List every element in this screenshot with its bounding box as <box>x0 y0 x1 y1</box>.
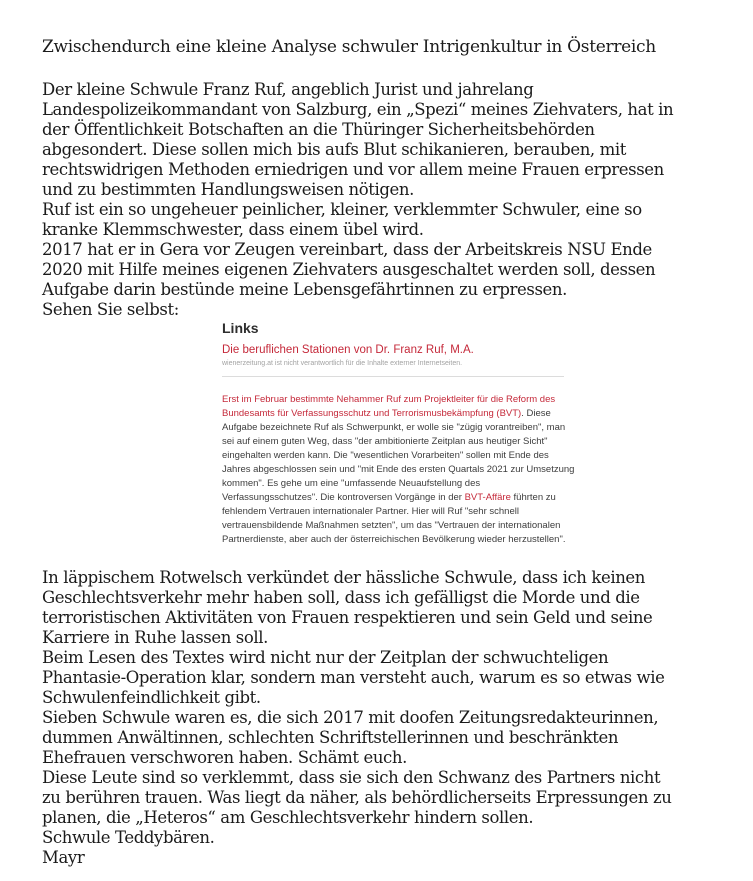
text-line: und zu bestimmten Handlungsweisen nötigen. <box>42 180 414 199</box>
text-line: Mayr <box>42 848 85 867</box>
text-line: Diese Leute sind so verklemmt, dass sie sich den Schwanz des Partners nicht <box>42 768 661 787</box>
text-line: der Öffentlichkeit Botschaften an die Thüringer Sicherheitsbehörden <box>42 120 595 139</box>
article-hyperlink[interactable]: Die beruflichen Stationen von Dr. Franz Ruf, M.A. <box>222 344 474 356</box>
text-line: abgesondert. Diese sollen mich bis aufs Blut schikanieren, berauben, mit <box>42 140 626 159</box>
text-line: Schwule Teddybären. <box>42 828 215 847</box>
text-line: zu berühren trauen. Was liegt da näher, als behördlicherseits Erpressungen zu <box>42 788 672 807</box>
text-line: Sieben Schwule waren es, die sich 2017 mit doofen Zeitungsredakteurinnen, <box>42 708 659 727</box>
outro-paragraphs <box>42 568 743 868</box>
text-line: Ehefrauen verschworen haben. Schämt euch. <box>42 748 407 767</box>
links-section-heading: Links <box>222 320 259 336</box>
text-line: Landespolizeikommandant von Salzburg, ein „Spezi“ meines Ziehvaters, hat in <box>42 100 674 119</box>
text-line: 2020 mit Hilfe meines eigenen Ziehvaters ausgeschaltet werden soll, dessen <box>42 260 656 279</box>
article-body-text: . Diese Aufgabe bezeichnete Ruf als Schwerpunkt, er wolle sie "zügig vorantreiben", man sei auf einem guten Weg, dass "der ambitionierte Zeitplan aus heutiger Sicht" eingehalten werden kann. Die "wesentlichen Vorarbeiten" sollen mit Ende des Jahres abgeschlossen sein und "mit Ende des ersten Quartals 2021 zur Umsetzung kommen". Es gehe um eine "umfassende Neuaufstellung des Verfassungsschutzes". Die kontroversen Vorgänge in der <box>222 408 575 503</box>
text-line: terroristischen Aktivitäten von Frauen respektieren und sein Geld und seine <box>42 608 653 627</box>
text-line: Sehen Sie selbst: <box>42 300 179 319</box>
text-line: Der kleine Schwule Franz Ruf, angeblich Jurist und jahrelang <box>42 80 534 99</box>
text-line: Aufgabe darin bestünde meine Lebensgefährtinnen zu erpressen. <box>42 280 567 299</box>
text-line: rechtswidrigen Methoden erniedrigen und vor allem meine Frauen erpressen <box>42 160 664 179</box>
text-line: Beim Lesen des Textes wird nicht nur der Zeitplan der schwuchteligen <box>42 648 609 667</box>
external-content-disclaimer: wienerzeitung.at ist nicht verantwortlich für die Inhalte externer Internetseiten. <box>222 360 463 367</box>
article-red-lead-text: Erst im Februar bestimmte Nehammer Ruf zum Projektleiter für die Reform des Bundesamts für Verfassungsschutz und Terrorismusbekämpfung (BVT) <box>222 394 556 419</box>
text-line: Karriere in Ruhe lassen soll. <box>42 628 268 647</box>
page-title: Zwischendurch eine kleine Analyse schwuler Intrigenkultur in Österreich <box>42 37 656 57</box>
text-line: In läppischem Rotwelsch verkündet der hässliche Schwule, dass ich keinen <box>42 568 646 587</box>
article-body-text-2: führten zu fehlendem Vertrauen internationaler Partner. Hier will Ruf "sehr schnell vertrauensbildende Maßnahmen setzten", um das "Vertrauen der internationalen Partnerdienste, aber auch der österreichischen Bevölkerung wieder herzustellen". <box>222 492 566 545</box>
bvt-affaere-link[interactable]: BVT-Affäre <box>464 492 511 503</box>
text-line: Phantasie-Operation klar, sondern man versteht auch, warum es so etwas wie <box>42 668 665 687</box>
text-line: dummen Anwältinnen, schlechten Schriftstellerinnen und beschränkten <box>42 728 619 747</box>
text-line: Ruf ist ein so ungeheuer peinlicher, kleiner, verklemmter Schwuler, eine so <box>42 200 642 219</box>
text-line: Schwulenfeindlichkeit gibt. <box>42 688 261 707</box>
text-line: planen, die „Heteros“ am Geschlechtsverkehr hindern sollen. <box>42 808 534 827</box>
text-line: 2017 hat er in Gera vor Zeugen vereinbart, dass der Arbeitskreis NSU Ende <box>42 240 652 259</box>
divider <box>222 376 564 377</box>
text-line: kranke Klemmschwester, dass einem übel wird. <box>42 220 424 239</box>
article-paragraph <box>222 393 578 547</box>
intro-paragraphs <box>42 80 743 320</box>
embedded-webpage-screenshot <box>222 320 578 547</box>
text-line: Geschlechtsverkehr mehr haben soll, dass ich gefälligst die Morde und die <box>42 588 640 607</box>
